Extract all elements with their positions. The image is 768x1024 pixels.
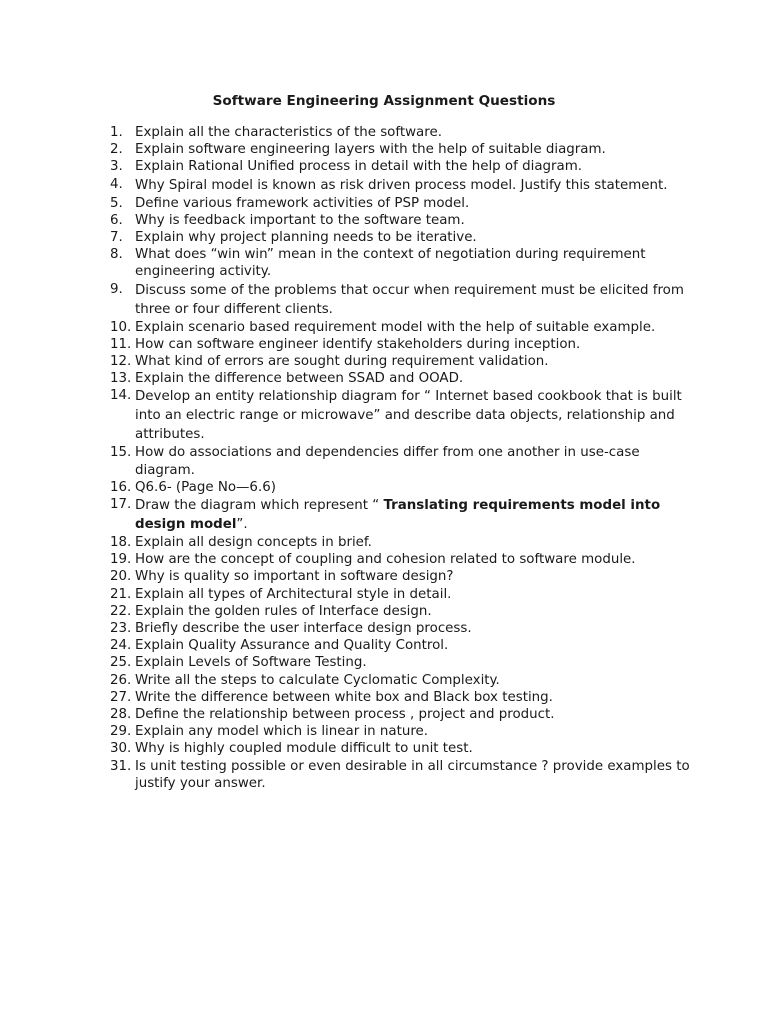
question-item [110, 551, 690, 568]
question-text: How can software engineer identify stakeholders during inception. [135, 336, 581, 352]
question-text: Write all the steps to calculate Cyclomatic Complexity. [135, 672, 500, 688]
question-text: Explain the difference between SSAD and OOAD. [135, 371, 464, 387]
question-number: 16. [110, 479, 132, 495]
question-item [110, 158, 690, 175]
question-text: Explain any model which is linear in nature. [135, 724, 429, 740]
question-number: 24. [110, 638, 132, 654]
question-number: 8. [110, 247, 123, 263]
question-text: Q6.6- (Page No—6.6) [135, 479, 276, 495]
question-text: Why is highly coupled module difficult to unit test. [135, 741, 473, 757]
question-item [110, 370, 690, 387]
question-text: Explain the golden rules of Interface design. [135, 603, 432, 619]
question-number: 14. [110, 388, 132, 404]
question-number: 28. [110, 707, 132, 723]
question-text: Why Spiral model is known as risk driven process model. Justify this statement. [135, 177, 668, 193]
question-item [110, 195, 690, 212]
question-number: 17. [110, 497, 132, 513]
question-number: 6. [110, 212, 123, 228]
question-text: Is unit testing possible or even desirable in all circumstance ? provide examples to justify your answer. [135, 758, 690, 791]
question-text: Explain Quality Assurance and Quality Control. [135, 638, 449, 654]
question-text: How do associations and dependencies differ from one another in use-case diagram. [135, 445, 640, 478]
question-number: 26. [110, 672, 132, 688]
question-text: Explain scenario based requirement model with the help of suitable example. [135, 319, 656, 335]
question-number: 10. [110, 319, 132, 335]
question-item [110, 176, 690, 195]
question-number: 3. [110, 159, 123, 175]
question-item [110, 281, 690, 319]
question-number: 25. [110, 655, 132, 671]
question-text: Explain why project planning needs to be iterative. [135, 230, 477, 246]
question-text-bold: Translating requirements model into design model [135, 498, 661, 533]
question-number: 4. [110, 176, 123, 192]
question-text: How are the concept of coupling and cohesion related to software module. [135, 552, 636, 568]
question-number: 5. [110, 195, 123, 211]
question-text: Why is feedback important to the software team. [135, 212, 465, 228]
question-number: 2. [110, 142, 123, 158]
question-item [110, 534, 690, 551]
question-number: 21. [110, 586, 132, 602]
question-item [110, 336, 690, 353]
question-number: 29. [110, 724, 132, 740]
question-number: 13. [110, 371, 132, 387]
question-text: Explain Levels of Software Testing. [135, 655, 367, 671]
question-number: 12. [110, 354, 132, 370]
question-number: 18. [110, 535, 132, 551]
question-item [110, 586, 690, 603]
question-item [110, 603, 690, 620]
question-item [110, 319, 690, 336]
question-number: 9. [110, 281, 123, 297]
question-text: Develop an entity relationship diagram for “ Internet based cookbook that is built into an electric range or microwave” and describe data objects, relationship and attributes. [135, 389, 682, 443]
question-item [110, 141, 690, 158]
question-text: Define the relationship between process , project and product. [135, 707, 555, 723]
question-item [110, 758, 690, 792]
question-number: 23. [110, 621, 132, 637]
question-number: 7. [110, 230, 123, 246]
question-text-before: Draw the diagram which represent “ [135, 498, 384, 514]
question-number: 22. [110, 603, 132, 619]
question-item [110, 620, 690, 637]
question-number: 27. [110, 689, 132, 705]
question-number: 1. [110, 125, 123, 140]
question-text: Explain software engineering layers with the help of suitable diagram. [135, 142, 606, 158]
question-text: Define various framework activities of PSP model. [135, 195, 470, 211]
question-number: 30. [110, 741, 132, 757]
question-text: Briefly describe the user interface design process. [135, 621, 472, 637]
question-item [110, 672, 690, 689]
question-item [110, 654, 690, 671]
question-number: 19. [110, 552, 132, 568]
question-text: Explain Rational Unified process in detail with the help of diagram. [135, 159, 583, 175]
question-item [110, 444, 690, 478]
document-title: Software Engineering Assignment Questions [212, 93, 556, 109]
question-item [110, 706, 690, 723]
question-text: What kind of errors are sought during requirement validation. [135, 354, 549, 370]
question-item [110, 496, 690, 534]
question-item [110, 124, 690, 141]
question-number: 20. [110, 569, 132, 585]
question-text: Write the difference between white box and Black box testing. [135, 689, 553, 705]
question-item [110, 568, 690, 585]
question-text-after: ”. [236, 517, 248, 533]
question-text: Explain all the characteristics of the software. [135, 125, 442, 140]
question-item [110, 479, 690, 496]
question-text: Explain all design concepts in brief. [135, 535, 372, 551]
question-item [110, 246, 690, 280]
question-text: Explain all types of Architectural style in detail. [135, 586, 452, 602]
question-item [110, 723, 690, 740]
question-item [110, 353, 690, 370]
question-item [110, 740, 690, 757]
question-text: What does “win win” mean in the context of negotiation during requirement engineering activity. [135, 247, 646, 280]
question-number: 15. [110, 445, 132, 461]
question-text: Why is quality so important in software design? [135, 569, 454, 585]
question-number: 31. [110, 758, 132, 774]
question-number: 11. [110, 336, 132, 352]
question-item [110, 229, 690, 246]
question-item [110, 637, 690, 654]
question-list [110, 124, 690, 792]
question-item [110, 212, 690, 229]
question-item [110, 387, 690, 444]
question-item [110, 689, 690, 706]
question-text: Discuss some of the problems that occur when requirement must be elicited from three or four different clients. [135, 282, 684, 317]
